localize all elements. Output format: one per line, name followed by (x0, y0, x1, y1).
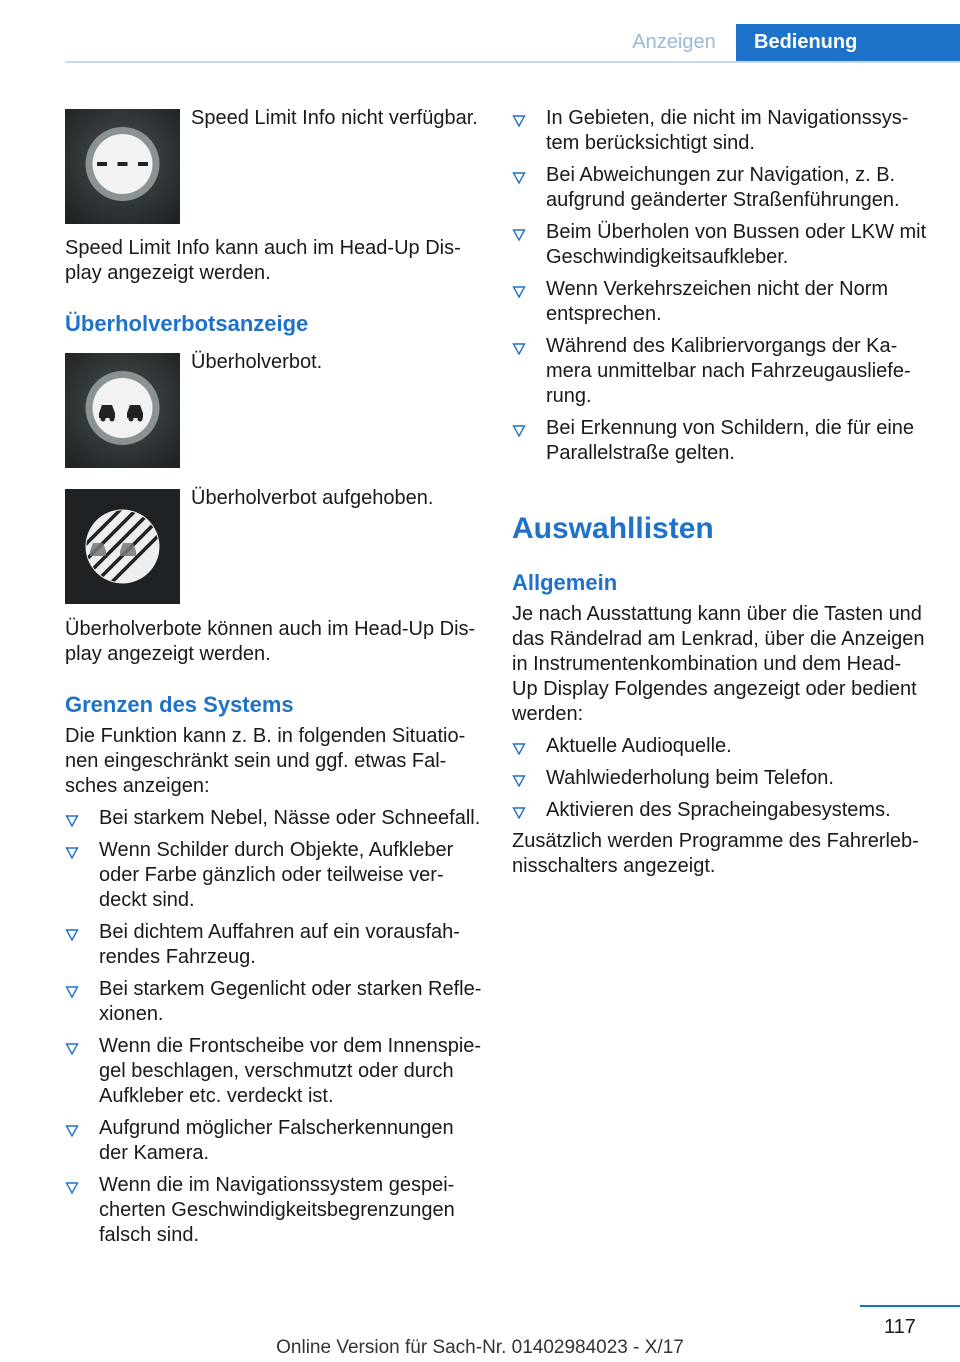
list-item (65, 806, 505, 831)
speed-limit-hud-line1: Speed Limit Info kann auch im Head-Up Dis- (65, 237, 461, 259)
list-item (65, 838, 505, 913)
list-item-text: entsprechen. (546, 303, 662, 325)
page-number: 117 (884, 1316, 916, 1338)
heading-overtaking: Überholverbotsanzeige (65, 311, 309, 336)
limits-intro-line2: nen eingeschränkt sein und ggf. etwas Fal- (65, 750, 447, 772)
list-item-text: rung. (546, 385, 592, 407)
sign2-caption: Überholverbot. (191, 351, 323, 373)
bullet-triangle-icon (65, 810, 79, 824)
tab-bedienung[interactable]: Bedienung (736, 24, 960, 61)
bullet-triangle-icon (512, 420, 526, 434)
list-item-text: Wenn die im Navigationssystem gespei- (99, 1174, 455, 1196)
bullet-triangle-icon (65, 981, 79, 995)
header-rule (65, 61, 960, 63)
heading-limits: Grenzen des Systems (65, 692, 294, 717)
sign3-caption: Überholverbot aufgehoben. (191, 487, 434, 509)
bullet-triangle-icon (65, 842, 79, 856)
list-item-text: Wenn die Frontscheibe vor dem Innenspie- (99, 1035, 482, 1057)
page-number-rule (860, 1305, 960, 1307)
list-item-text: aufgrund geänderter Straßenführungen. (546, 189, 900, 211)
additional-line1: Zusätzlich werden Programme des Fahrerleb- (512, 830, 919, 852)
list-item (512, 734, 952, 759)
bullet-triangle-icon (512, 802, 526, 816)
overtaking-hud-line1: Überholverbote können auch im Head-Up Dis- (65, 618, 476, 640)
list-item-text: xionen. (99, 1003, 164, 1025)
list-item-text: Wenn Schilder durch Objekte, Aufkleber (99, 839, 454, 861)
sign1-caption: Speed Limit Info nicht verfügbar. (191, 107, 478, 129)
bullet-triangle-icon (65, 1177, 79, 1191)
heading-general: Allgemein (512, 570, 618, 595)
end-no-overtaking-icon (65, 489, 180, 604)
list-item (65, 1173, 505, 1248)
heading-selection-lists: Auswahllisten (512, 512, 714, 545)
list-item-text: mera unmittelbar nach Fahrzeugausliefe- (546, 360, 911, 382)
bullet-triangle-icon (65, 1038, 79, 1052)
list-item-text: gel beschlagen, verschmutzt oder durch (99, 1060, 454, 1082)
list-item-text: Wahlwiederholung beim Telefon. (546, 767, 834, 789)
list-item-text: cherten Geschwindigkeitsbegrenzungen (99, 1199, 455, 1221)
bullet-triangle-icon (512, 738, 526, 752)
list-item-text: rendes Fahrzeug. (99, 946, 256, 968)
no-overtaking-icon (65, 353, 180, 468)
list-item (65, 977, 505, 1027)
list-item-text: deckt sind. (99, 889, 195, 911)
list-item-text: Beim Überholen von Bussen oder LKW mit (546, 221, 927, 243)
limits-intro-line3: sches anzeigen: (65, 775, 210, 797)
online-version-note: Online Version für Sach-Nr. 01402984023 - X/17 (276, 1337, 684, 1358)
general-line1: Je nach Ausstattung kann über die Tasten und (512, 603, 922, 625)
bullet-triangle-icon (512, 281, 526, 295)
list-item-text: falsch sind. (99, 1224, 200, 1246)
tab-anzeigen[interactable]: Anzeigen (632, 31, 716, 53)
bullet-triangle-icon (512, 224, 526, 238)
list-item-text: tem berücksichtigt sind. (546, 132, 755, 154)
bullet-triangle-icon (512, 770, 526, 784)
bullet-triangle-icon (512, 110, 526, 124)
list-item-text: In Gebieten, die nicht im Navigationssys- (546, 107, 909, 129)
list-item-text: Während des Kalibriervorgangs der Ka- (546, 335, 898, 357)
list-item-text: Bei starkem Gegenlicht oder starken Refle- (99, 978, 482, 1000)
list-item (512, 277, 952, 327)
list-item (65, 1116, 505, 1166)
list-item-text: Aktuelle Audioquelle. (546, 735, 732, 757)
list-item-text: Bei dichtem Auffahren auf ein vorausfah- (99, 921, 460, 943)
bullet-triangle-icon (512, 338, 526, 352)
list-item (512, 163, 952, 213)
general-line2: das Rändelrad am Lenkrad, über die Anzeigen (512, 628, 925, 650)
general-line3: in Instrumentenkombination und dem Head- (512, 653, 902, 675)
list-item (512, 798, 952, 823)
bullet-triangle-icon (65, 1120, 79, 1134)
general-line5: werden: (512, 703, 584, 725)
list-item-text: Bei Erkennung von Schildern, die für eine (546, 417, 915, 439)
bullet-triangle-icon (65, 924, 79, 938)
list-item (512, 416, 952, 466)
list-item-text: Aktivieren des Spracheingabesystems. (546, 799, 891, 821)
general-line4: Up Display Folgendes angezeigt oder bedient (512, 678, 917, 700)
list-item-text: Bei starkem Nebel, Nässe oder Schneefall. (99, 807, 481, 829)
speed-limit-unavailable-icon (65, 109, 180, 224)
list-item-text: Aufkleber etc. verdeckt ist. (99, 1085, 334, 1107)
list-item (512, 766, 952, 791)
list-item (65, 920, 505, 970)
list-item-text: oder Farbe gänzlich oder teilweise ver- (99, 864, 444, 886)
speed-limit-hud-line2: play angezeigt werden. (65, 262, 271, 284)
list-item (65, 1034, 505, 1109)
list-item-text: Wenn Verkehrszeichen nicht der Norm (546, 278, 889, 300)
list-item-text: Parallelstraße gelten. (546, 442, 735, 464)
list-item-text: Bei Abweichungen zur Navigation, z. B. (546, 164, 896, 186)
list-item-text: Geschwindigkeitsaufkleber. (546, 246, 789, 268)
overtaking-hud-line2: play angezeigt werden. (65, 643, 271, 665)
list-item (512, 334, 952, 409)
bullet-triangle-icon (512, 167, 526, 181)
list-item-text: der Kamera. (99, 1142, 210, 1164)
list-item (512, 106, 952, 156)
list-item-text: Aufgrund möglicher Falscherkennungen (99, 1117, 454, 1139)
additional-line2: nisschalters angezeigt. (512, 855, 716, 877)
limits-intro-line1: Die Funktion kann z. B. in folgenden Situatio- (65, 725, 466, 747)
list-item (512, 220, 952, 270)
